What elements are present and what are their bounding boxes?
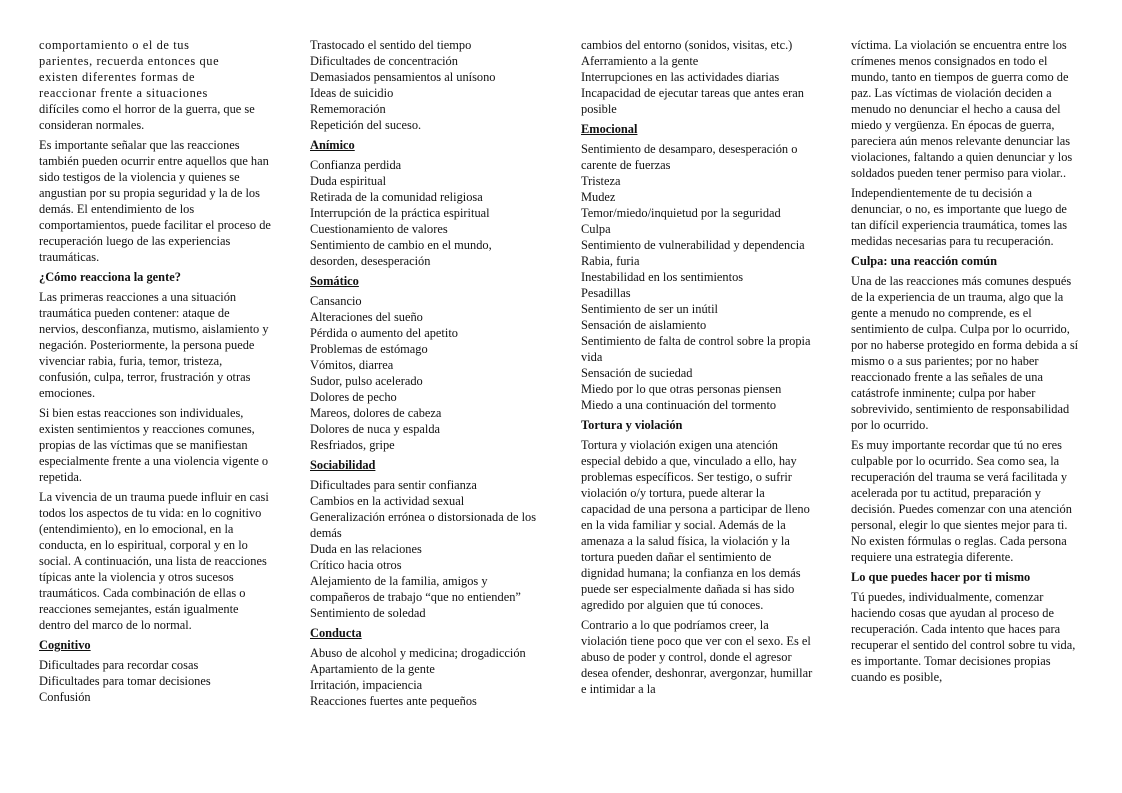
list-item: Sensación de suciedad <box>581 366 693 380</box>
subsection-heading: Emocional <box>581 122 638 136</box>
list-item: Interrupciones en las actividades diarias <box>581 70 780 84</box>
list-item: Duda en las relaciones <box>310 542 422 556</box>
list-item: Sentimiento de soledad <box>310 606 426 620</box>
spaced-line: parientes, recuerda entonces que <box>39 54 220 68</box>
list-item: Dolores de pecho <box>310 390 397 404</box>
list-item: Miedo a una continuación del tormento <box>581 398 777 412</box>
list-item: Apartamiento de la gente <box>310 662 435 676</box>
spaced-line: reaccionar frente a situaciones <box>39 86 208 100</box>
list-item: Pérdida o aumento del apetito <box>310 326 458 340</box>
list-item: Cuestionamiento de valores <box>310 222 448 236</box>
list-item: Mudez <box>581 190 616 204</box>
paragraph: Una de las reacciones más comunes después de la experiencia de un trauma, algo que la gente a menudo no comprende, es el sentimiento de culpa. Culpa por lo ocurrido, por no haberse protegido en forma debida a sí mismo o a sus parientes; por no haber reaccionado frente a las señales de una catástrofe inminente; culpa por haber sobrevivido, sentimiento de responsabilidad por lo ocurrido. <box>851 274 1079 432</box>
list-item: Rememoración <box>310 102 386 116</box>
spaced-line: existen diferentes formas de <box>39 70 196 84</box>
subsection-heading: Sociabilidad <box>310 458 376 472</box>
list-item: Dolores de nuca y espalda <box>310 422 441 436</box>
list-item: Confianza perdida <box>310 158 402 172</box>
subsection-heading: Cognitivo <box>39 638 91 652</box>
list-item: Dificultades para tomar decisiones <box>39 674 211 688</box>
subsection-heading: Somático <box>310 274 359 288</box>
list-item: Cansancio <box>310 294 362 308</box>
list-item: Mareos, dolores de cabeza <box>310 406 442 420</box>
column-3 <box>581 37 813 701</box>
list-item: Duda espiritual <box>310 174 387 188</box>
list-item: Dificultades para recordar cosas <box>39 658 199 672</box>
list-item: Cambios en la actividad sexual <box>310 494 465 508</box>
list-item: Pesadillas <box>581 286 631 300</box>
paragraph: La vivencia de un trauma puede influir en casi todos los aspectos de tu vida: en lo cognitivo (entendimiento), en lo emocional, en la conducta, en lo espiritual, corporal y en lo social. A continuación, una lista de reacciones típicas ante la violencia y otros sucesos traumáticos. Cada combinación de ellas o reacciones semejantes, están igualmente dentro del marco de lo normal. <box>39 490 269 632</box>
list-item: Confusión <box>39 690 91 704</box>
list-item: cambios del entorno (sonidos, visitas, etc.) <box>581 38 793 52</box>
column-1 <box>39 37 271 705</box>
list-item: Vómitos, diarrea <box>310 358 394 372</box>
paragraph: Contrario a lo que podríamos creer, la violación tiene poco que ver con el sexo. Es el abuso de poder y control, donde el agresor desea ofender, deshonrar, avergonzar, humillar e intimidar a la <box>581 618 813 696</box>
paragraph: Independientemente de tu decisión a denunciar, o no, es importante que luego de tan difícil experiencia traumática, tomes las medidas necesarias para tu recuperación. <box>851 186 1068 248</box>
paragraph: Es muy importante recordar que tú no eres culpable por lo ocurrido. Sea como sea, la recuperación del trauma se verá facilitada y acelerada por tu actitud, preparación y decisión. Puedes comenzar con una atención personal, elegir lo que sientes mejor para ti. No existen fórmulas o reglas. Cada persona requiere una estrategia diferente. <box>851 438 1072 564</box>
section-heading: Culpa: una reacción común <box>851 254 998 268</box>
list-item: Dificultades para sentir confianza <box>310 478 477 492</box>
column-4 <box>851 37 1081 689</box>
list-item: Sentimiento de vulnerabilidad y dependencia <box>581 238 805 252</box>
list-item: Repetición del suceso. <box>310 118 422 132</box>
list-item: Abuso de alcohol y medicina; drogadicción <box>310 646 526 660</box>
list-item: Rabia, furia <box>581 254 640 268</box>
list-item: Ideas de suicidio <box>310 86 394 100</box>
list-item: Sentimiento de ser un inútil <box>581 302 718 316</box>
list-item: Sensación de aislamiento <box>581 318 707 332</box>
list-item: Trastocado el sentido del tiempo <box>310 38 472 52</box>
spaced-line: comportamiento o el de tus <box>39 38 190 52</box>
list-item: Culpa <box>581 222 611 236</box>
list-item: Sentimiento de cambio en el mundo, desorden, desesperación <box>310 238 492 268</box>
list-item: Problemas de estómago <box>310 342 428 356</box>
list-item: Incapacidad de ejecutar tareas que antes eran posible <box>581 86 804 116</box>
list-item: Alejamiento de la familia, amigos y compañeros de trabajo “que no entienden” <box>310 574 521 604</box>
paragraph: difíciles como el horror de la guerra, que se consideran normales. <box>39 102 255 132</box>
section-heading: Tortura y violación <box>581 418 683 432</box>
list-item: Dificultades de concentración <box>310 54 458 68</box>
list-item: Miedo por lo que otras personas piensen <box>581 382 782 396</box>
list-item: Temor/miedo/inquietud por la seguridad <box>581 206 781 220</box>
list-item: Aferramiento a la gente <box>581 54 699 68</box>
subsection-heading: Conducta <box>310 626 362 640</box>
list-item: Inestabilidad en los sentimientos <box>581 270 744 284</box>
paragraph: Tú puedes, individualmente, comenzar haciendo cosas que ayudan al proceso de recuperación. Cada intento que haces para recuperar el sentido del control sobre tu vida, es importante. Tomar decisiones propias cuando es posible, <box>851 590 1076 684</box>
column-2 <box>310 37 542 709</box>
subsection-heading: Anímico <box>310 138 355 152</box>
list-item: Tristeza <box>581 174 621 188</box>
list-item: Retirada de la comunidad religiosa <box>310 190 483 204</box>
list-item: Crítico hacia otros <box>310 558 402 572</box>
paragraph: Si bien estas reacciones son individuales, existen sentimientos y reacciones comunes, propias de las víctimas que se manifiestan especialmente frente a una violencia vigente o repetida. <box>39 406 269 484</box>
paragraph: Es importante señalar que las reacciones también pueden ocurrir entre aquellos que han sido testigos de la violencia y quienes se angustian por su propia seguridad y la de los demás. El entendimiento de los comportamientos, puede facilitar el proceso de recuperación luego de las experiencias traumáticas. <box>39 138 271 264</box>
paragraph: Tortura y violación exigen una atención especial debido a que, vinculado a ello, hay problemas específicos. Ser testigo, o sufrir violación o/y tortura, puede alterar la capacidad de una persona a participar de lleno en la vida familiar y social. Además de la amenaza a la salud física, la violación y la tortura pueden dañar el sentimiento de dignidad humana; la confianza en los demás puede ser especialmente dañada si has sido agredido por alguien que tú conoces. <box>581 438 810 612</box>
section-heading: ¿Cómo reacciona la gente? <box>39 270 181 284</box>
paragraph: Las primeras reacciones a una situación traumática pueden contener: ataque de nervios, desconfianza, mutismo, aislamiento y negación. Posteriormente, la persona puede vivenciar rabia, furia, temor, tristeza, confusión, culpa, terror, frustración y otras emociones. <box>39 290 269 400</box>
paragraph: víctima. La violación se encuentra entre los crímenes menos consignados en todo el mundo, tanto en tiempos de guerra como de paz. Las víctimas de violación deciden a menudo no denunciar el hecho a causa del miedo y vergüenza. En épocas de guerra, pareciera aún menos relevante denunciar las violaciones, faltando a quien denunciar y los soldados pueden tener permiso para violar.. <box>851 38 1073 180</box>
list-item: Generalización errónea o distorsionada de los demás <box>310 510 537 540</box>
list-item: Sentimiento de desamparo, desesperación o carente de fuerzas <box>581 142 798 172</box>
list-item: Demasiados pensamientos al unísono <box>310 70 496 84</box>
list-item: Irritación, impaciencia <box>310 678 423 692</box>
list-item: Sentimiento de falta de control sobre la propia vida <box>581 334 811 364</box>
list-item: Interrupción de la práctica espiritual <box>310 206 490 220</box>
section-heading: Lo que puedes hacer por ti mismo <box>851 570 1031 584</box>
list-item: Resfriados, gripe <box>310 438 395 452</box>
list-item: Alteraciones del sueño <box>310 310 423 324</box>
list-item: Reacciones fuertes ante pequeños <box>310 694 477 708</box>
list-item: Sudor, pulso acelerado <box>310 374 423 388</box>
